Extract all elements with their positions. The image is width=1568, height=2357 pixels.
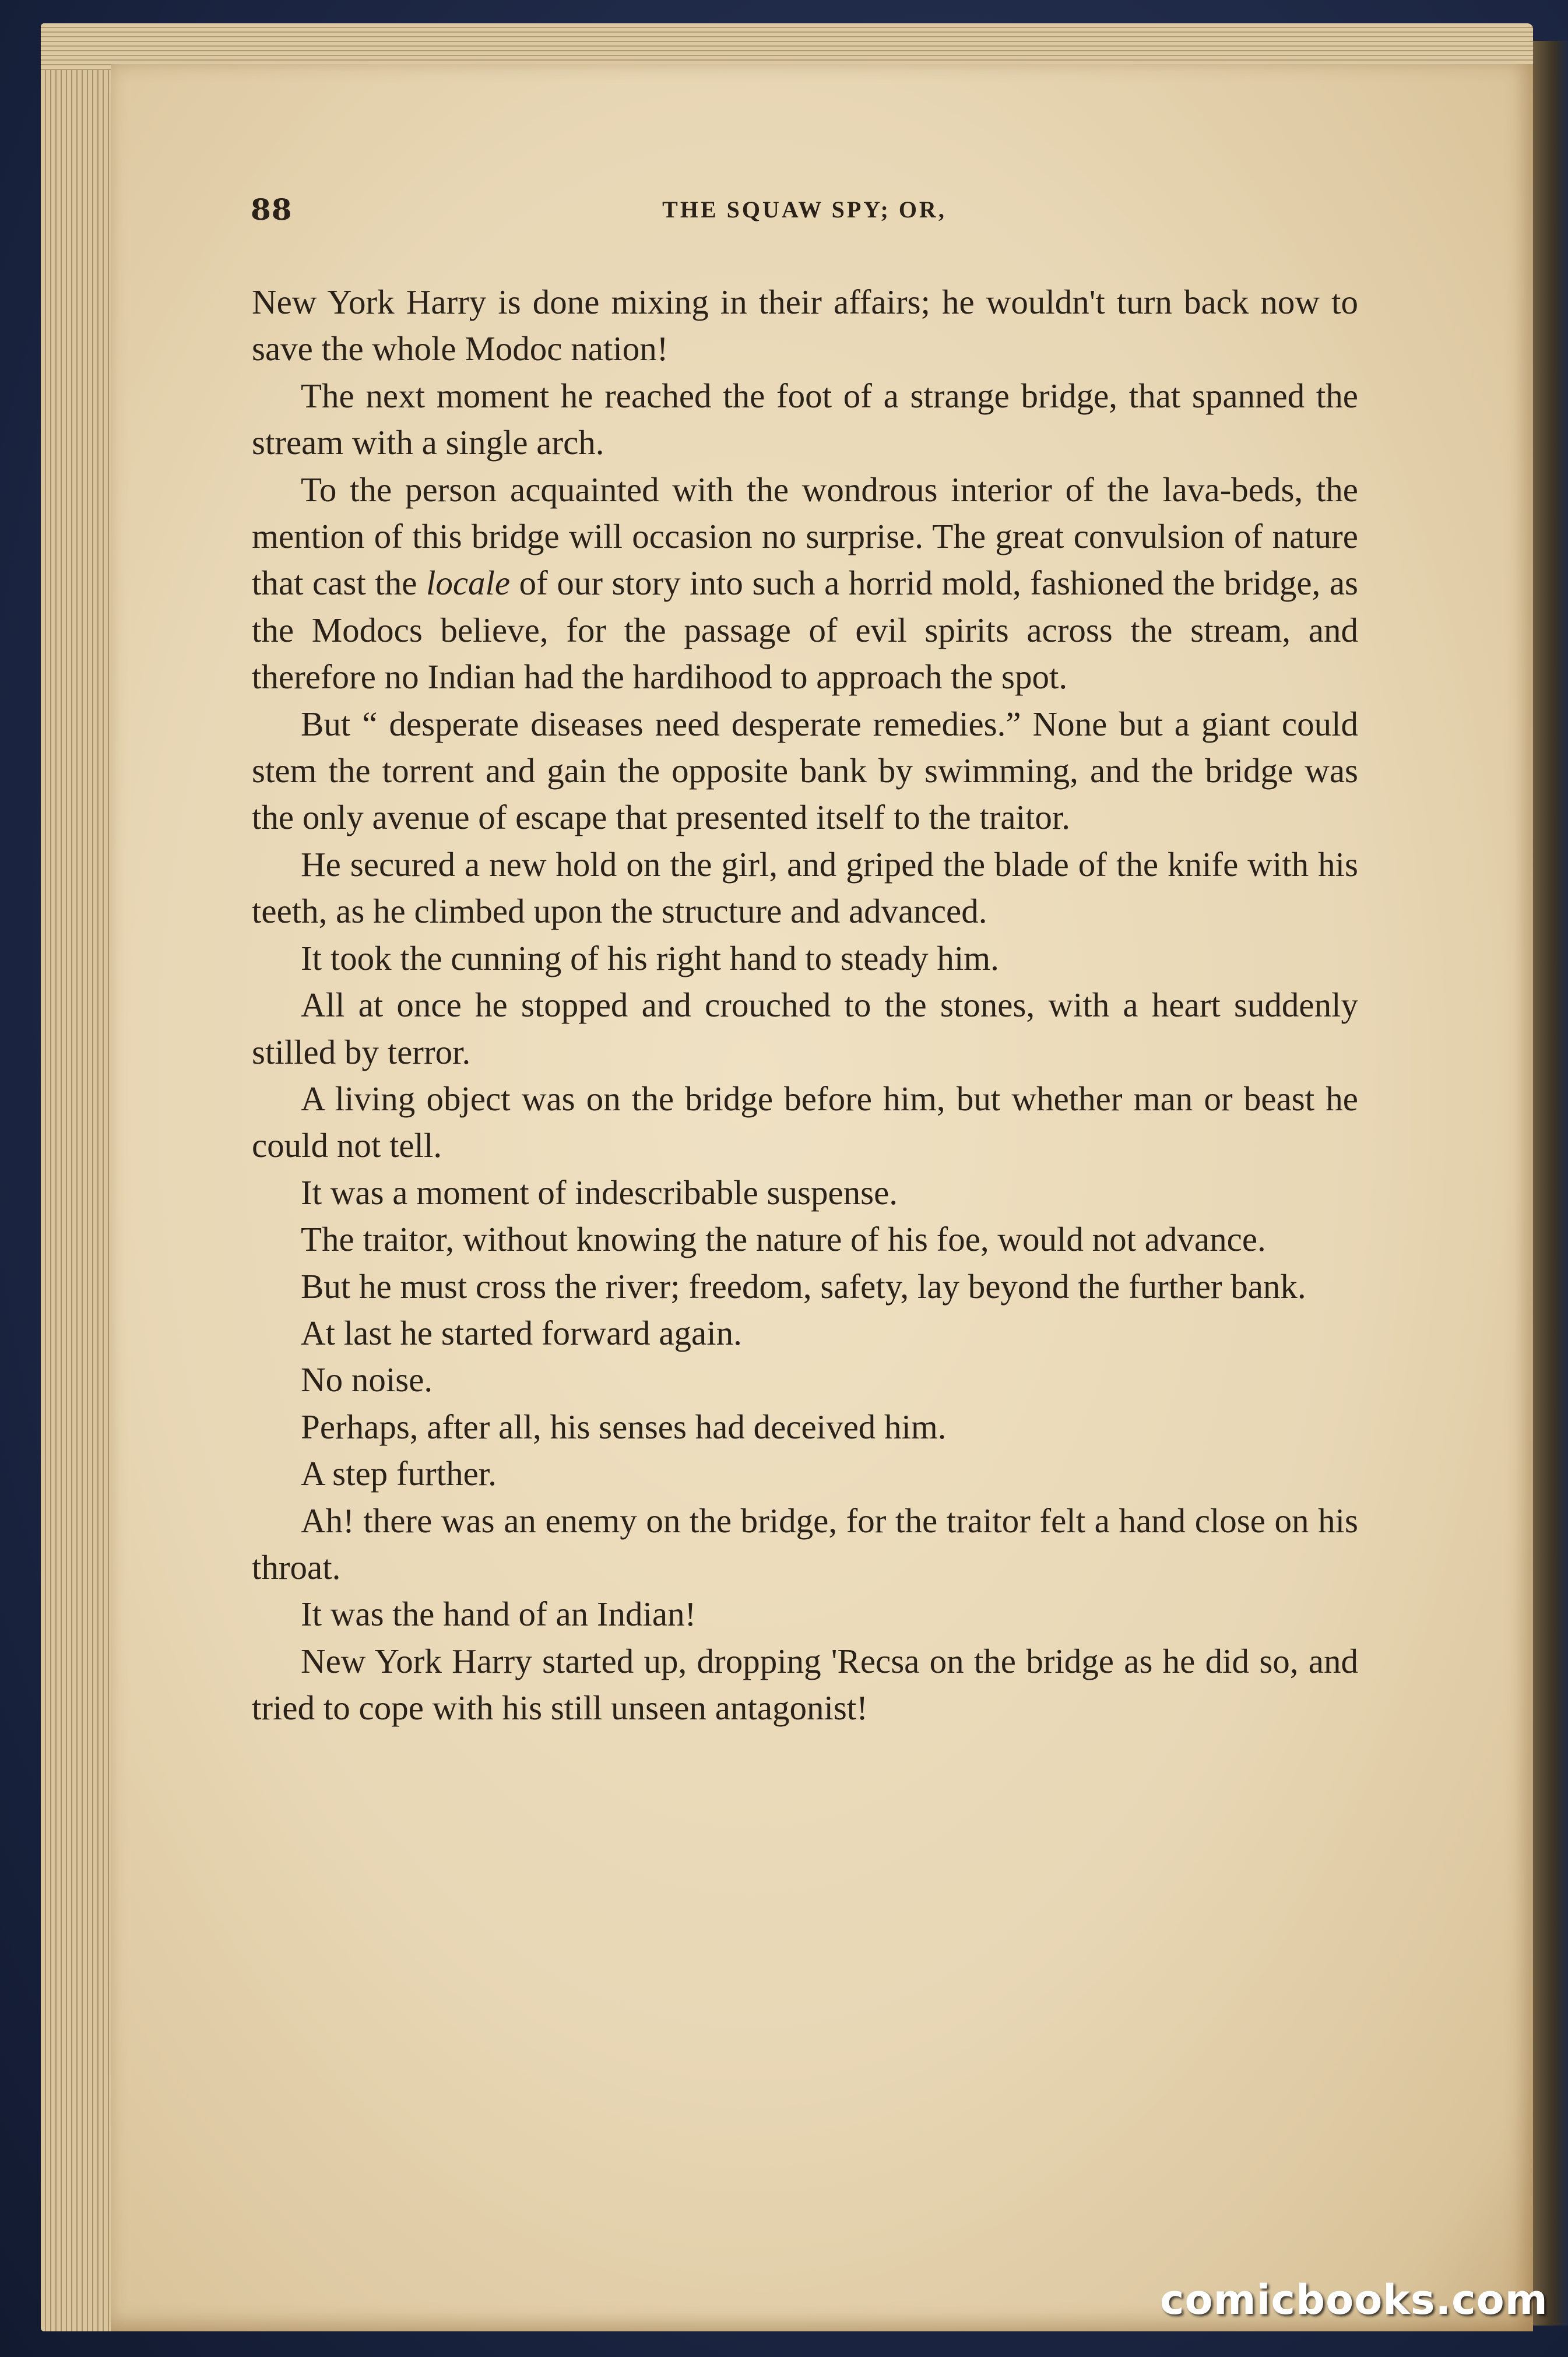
paragraph-18: New York Harry started up, dropping 'Recsa on the bridge as he did so, and tried to cope with his still unseen antagonist! xyxy=(252,1641,1358,1728)
paragraph-7: All at once he stopped and crouched to the stones, with a heart suddenly stilled by terror. xyxy=(252,986,1358,1071)
paragraph-10: The traitor, without knowing the nature of his foe, would not advance. xyxy=(301,1220,1266,1259)
paragraph-14: Perhaps, after all, his senses had deceived him. xyxy=(301,1407,947,1446)
paragraph-9: It was a moment of indescribable suspense. xyxy=(301,1173,898,1212)
paragraph-15: A step further. xyxy=(301,1454,497,1493)
paragraph-1: New York Harry is done mixing in their affairs; he wouldn't turn back now to save the whole Modoc nation! xyxy=(252,283,1358,368)
page-number: 88 xyxy=(251,192,293,227)
page-header xyxy=(251,192,1358,239)
paragraph-3-after: of our story into such a horrid mold, fashioned the bridge, as the Modocs believe, for the passage of evil spirits across the stream, and therefore no Indian had the hardihood to approach the spot. xyxy=(252,564,1358,696)
paragraph-3 xyxy=(252,466,1358,701)
page-body xyxy=(252,279,1358,1732)
paragraph-6: It took the cunning of his right hand to steady him. xyxy=(301,938,999,977)
watermark-logo: comicbooks.com xyxy=(1160,2276,1548,2324)
paragraph-3-before: To the person acquainted with the wondrous interior of the lava-beds, the mention of this bridge will occasion no surprise. The great convulsion of nature that cast the xyxy=(252,470,1358,603)
paragraph-13: No noise. xyxy=(301,1360,433,1399)
paragraph-2: The next moment he reached the foot of a strange bridge, that spanned the stream with a single arch. xyxy=(252,376,1358,462)
book-binding-edge xyxy=(1533,41,1568,2326)
running-title: THE SQUAW SPY; OR, xyxy=(662,196,947,223)
paragraph-16: Ah! there was an enemy on the bridge, for the traitor felt a hand close on his throat. xyxy=(252,1501,1358,1586)
paragraph-17: It was the hand of an Indian! xyxy=(301,1595,697,1634)
paragraph-3-emphasis: locale xyxy=(426,564,511,603)
paragraph-11: But he must cross the river; freedom, safety, lay beyond the further bank. xyxy=(301,1267,1306,1306)
paragraph-5: He secured a new hold on the girl, and griped the blade of the knife with his teeth, as he climbed upon the structure and advanced. xyxy=(252,845,1358,931)
paragraph-12: At last he started forward again. xyxy=(301,1313,742,1352)
paragraph-4: But “ desperate diseases need desperate remedies.” None but a giant could stem the torrent and gain the opposite bank by swimming, and the bridge was the only avenue of escape that presented itself to the traitor. xyxy=(252,704,1358,837)
paragraph-8: A living object was on the bridge before him, but whether man or beast he could not tell. xyxy=(252,1079,1358,1165)
